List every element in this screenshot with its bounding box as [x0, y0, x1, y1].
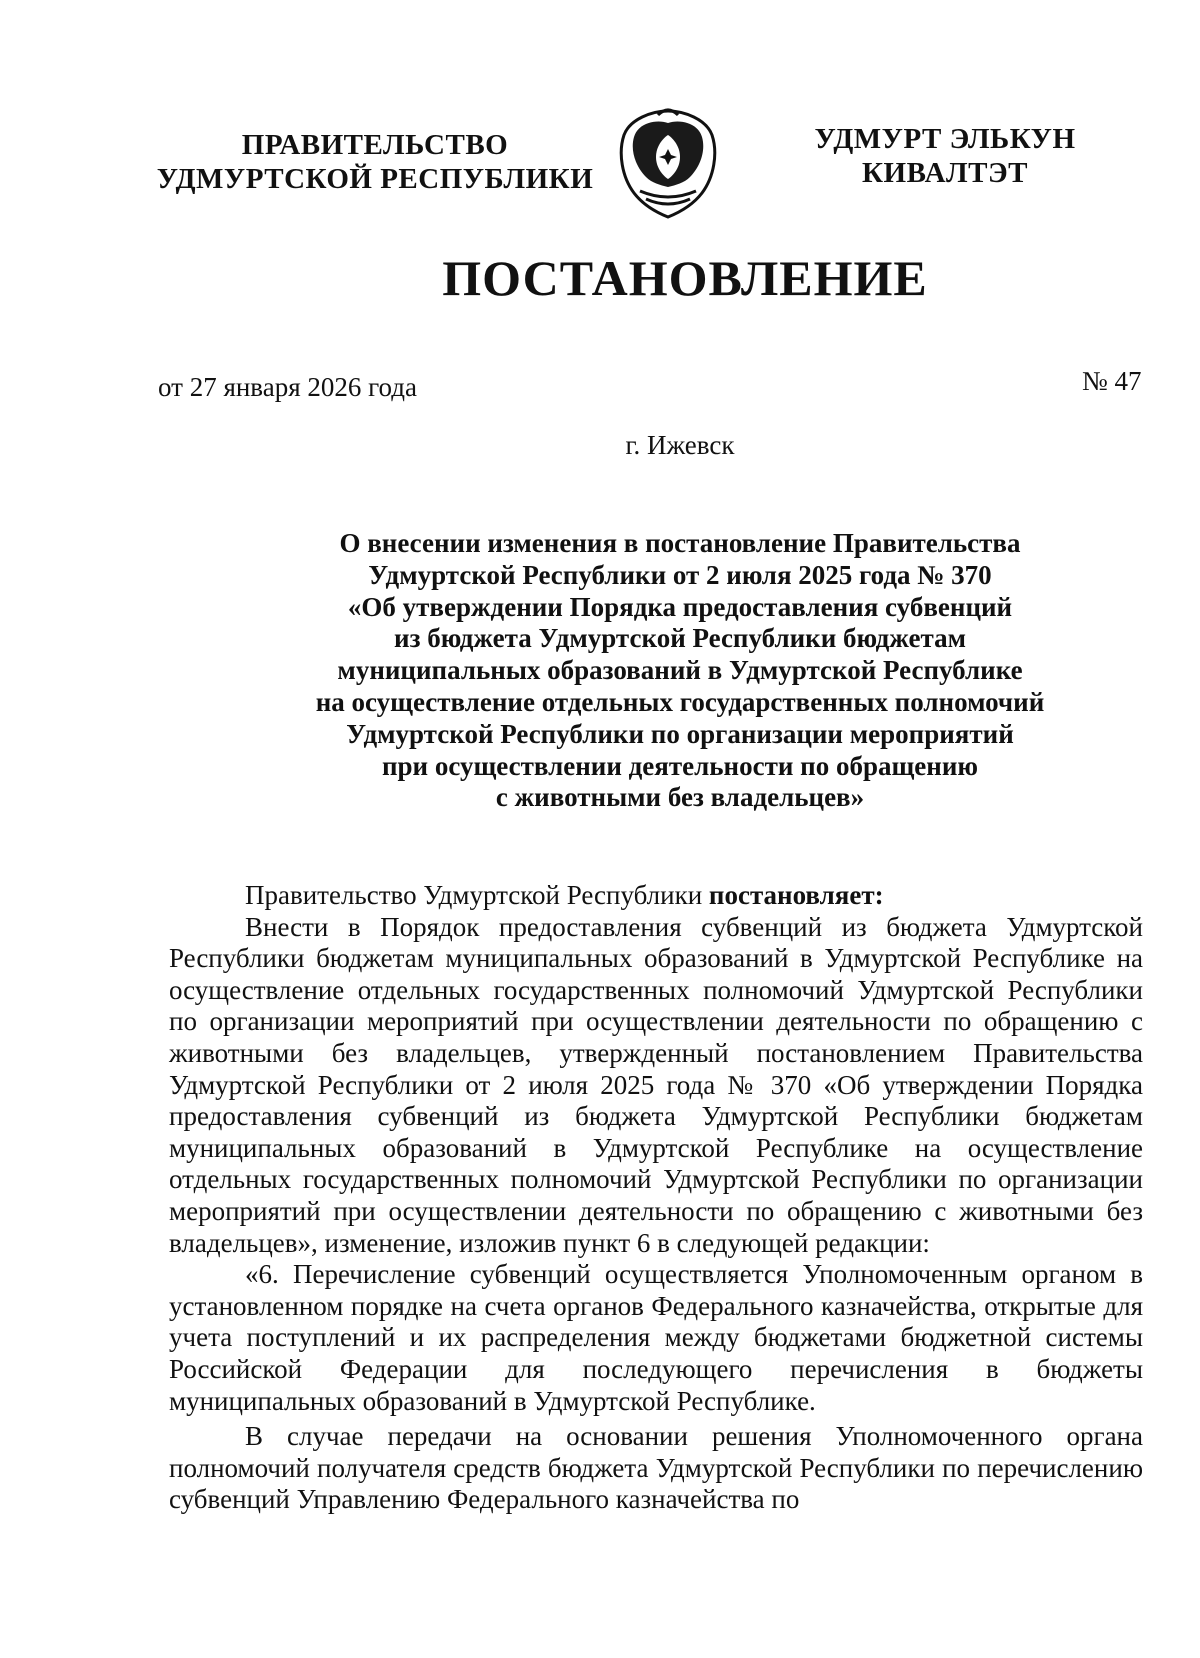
header-left	[150, 128, 600, 196]
body-paragraph-3: В случае передачи на основании решения Уполномоченного органа полномочий получателя средств бюджета Удмуртской Республики по перечислению субвенций Управлению Федерального казначейства по	[169, 1421, 1143, 1515]
intro-verb: постановляет:	[708, 880, 884, 910]
body-paragraph-1: Внести в Порядок предоставления субвенций из бюджета Удмуртской Республики бюджетам муниципальных образований в Удмуртской Республике на осуществление отдельных государственных полномочий Удмуртской Республики по организации мероприятий при осуществлении деятельности по обращению с животными без владельцев, утвержденный постановлением Правительства Удмуртской Республики от 2 июля 2025 года № 370 «Об утверждении Порядка предоставления субвенций из бюджета Удмуртской Республики бюджетам муниципальных образований в Удмуртской Республике на осуществление отдельных государственных полномочий Удмуртской Республики по организации мероприятий при осуществлении деятельности по обращению с животными без владельцев», изменение, изложив пункт 6 в следующей редакции:	[169, 911, 1143, 1258]
document-date: от 27 января 2026 года	[158, 372, 417, 402]
document-city: г. Ижевск	[625, 430, 735, 460]
subject-line: Удмуртской Республики от 2 июля 2025 года № 370	[368, 559, 992, 590]
body-intro	[169, 880, 1143, 912]
subject-line: на осуществление отдельных государственных полномочий	[315, 686, 1045, 717]
document-body	[169, 880, 1143, 1516]
header-left-line2: УДМУРТСКОЙ РЕСПУБЛИКИ	[156, 163, 594, 195]
subject-line: «Об утверждении Порядка предоставления субвенций	[347, 591, 1013, 622]
subject-line: из бюджета Удмуртской Республики бюджетам	[394, 623, 966, 654]
document-subject	[160, 528, 1200, 814]
subject-line: с животными без владельцев»	[495, 782, 865, 813]
udmurt-coat-of-arms-icon	[614, 105, 722, 220]
subject-line: муниципальных образований в Удмуртской Республике	[337, 655, 1023, 686]
subject-line: О внесении изменения в постановление Правительства	[339, 528, 1021, 558]
subject-line: Удмуртской Республики по организации мероприятий	[346, 718, 1014, 749]
header-right	[800, 122, 1090, 190]
header-right-line1: УДМУРТ ЭЛЬКУН	[814, 123, 1076, 155]
body-paragraph-2: «6. Перечисление субвенций осуществляется Уполномоченным органом в установленном порядке на счета органов Федерального казначейства, открытые для учета поступлений и их распределения между бюджетами бюджетной системы Российской Федерации для последующего перечисления в бюджеты муниципальных образований в Удмуртской Республике.	[169, 1259, 1143, 1416]
subject-line: при осуществлении деятельности по обращению	[381, 750, 979, 781]
intro-text: Правительство Удмуртской Республики	[245, 880, 709, 910]
document-title: ПОСТАНОВЛЕНИЕ	[442, 250, 928, 306]
document-number: № 47	[1082, 366, 1142, 396]
header-right-line2: КИВАЛТЭТ	[861, 157, 1028, 189]
header-left-line1: ПРАВИТЕЛЬСТВО	[241, 129, 509, 161]
